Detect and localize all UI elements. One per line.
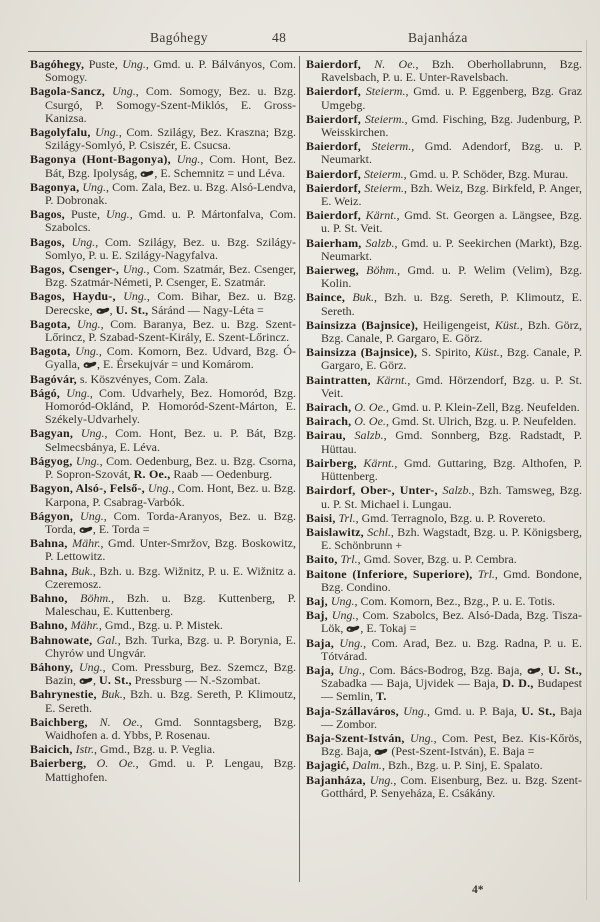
headword: Bágyog, [30, 453, 73, 468]
entry-text: Puste, [64, 207, 107, 222]
entry-text: , Bzh. u. Bzg. Kuttenberg, P. Maleschau, E. Kuttenberg. [45, 590, 296, 619]
entry [30, 688, 296, 714]
headword: Bahno, [30, 618, 68, 633]
entry-text: , Gmd. u. P. Klein-Zell, Bzg. Neufelden. [385, 400, 580, 415]
entry-text: s. Köszvényes, Com. Zala. [76, 371, 209, 386]
entry-text: , E. Érsekujvár = und Komárom. [97, 357, 254, 372]
entry-text: , Com. Udvarhely, Bez. Homoród, Bzg. Homoród-Oklánd, P. Homoród-Szent-Márton, E. Székely-Udvarhely. [45, 385, 296, 427]
posthorn-icon [79, 677, 93, 685]
headword: Bagos, Haydu-, [30, 289, 116, 304]
entry-text: Ung. [70, 344, 99, 359]
entry-text: , Com. Szabolcs, Bez. Alsó-Dada, Bzg. Tisza-Lök, [321, 608, 582, 636]
entry-text: , Gmd. u. P. Eggenberg, Bzg. Graz Umgebg. [321, 84, 583, 112]
headword: Baintratten, [306, 372, 371, 387]
entry [306, 346, 582, 372]
entry-text: Steierm. [361, 111, 405, 126]
entry [306, 759, 582, 772]
entry [306, 264, 582, 290]
headword: Bairach, [306, 414, 352, 429]
entry-text: N. Oe. [361, 57, 416, 71]
entry [306, 415, 582, 428]
entry-text: Salzb. [437, 483, 472, 498]
entry-text: Steierm. [361, 180, 404, 195]
entry-text: Mähr. [67, 536, 101, 551]
entry-text: , Gmd. Terragnolo, Bzg. u. P. Rovereto. [355, 510, 546, 525]
headword: Bagota, [30, 316, 71, 331]
entry-text: , Com. Pressburg, Bez. Szemcz, Bzg. Bazin, [45, 659, 296, 688]
headword: U. St., [547, 662, 582, 677]
entry-text: , Com. Komorn, Bez., Bzg., P. u. E. Totis. [354, 593, 556, 608]
entry-text: S. Spirito, [417, 345, 475, 360]
entry-text: Ung. [70, 316, 101, 331]
entry [30, 345, 296, 371]
entry-text: Ung. [115, 289, 147, 304]
entry-text: , Gmd. u. P. Mártonfalva, Com. Szabolcs. [45, 207, 296, 235]
entry-text: , Com. Eisenburg, Bez. u. Bzg. Szent-Gotthárd, P. Senyeháza, E. Csákány. [321, 772, 582, 800]
headword: Baisi, [306, 510, 336, 525]
column-left [30, 58, 296, 801]
headword: Bairdorf, Ober-, Unter-, [306, 483, 438, 498]
entry-text: Böhm. [67, 590, 112, 605]
entry-text: , Bzh. u. Bzg. Sereth, P. Klimoutz, E. Sereth. [45, 687, 296, 715]
entry-text: Ung. [404, 730, 434, 745]
entry-text: Ung. [60, 385, 90, 400]
entry-text: , Gmd. Sonntagsberg, Bzg. Waidhofen a. d. Ybbs, P. Rosenau. [45, 714, 296, 742]
entry [306, 58, 582, 84]
entry [306, 237, 582, 263]
headword: Bahno, [30, 590, 68, 605]
headword: Bairau, [306, 428, 346, 443]
entry [30, 510, 296, 536]
entry-text: , Bzh. Oberhollabrunn, Bzg. Ravelsbach, P. u. E. Unter-Ravelsbach. [321, 57, 583, 85]
headword: Baitone (Inferiore, Superiore), [306, 566, 473, 581]
entry-text: N. Oe. [87, 714, 140, 729]
entry-text: Ung. [398, 703, 427, 718]
headword: Bagolyfalu, [30, 125, 91, 140]
page-number: 48 [272, 30, 287, 45]
headword: Baierham, [306, 235, 362, 250]
entry-text: , Bzh. Tamsweg, Bzg. u. P. St. Michael i. Lungau. [321, 483, 582, 511]
headword: Bairach, [306, 400, 352, 415]
entry-text: Ung. [122, 57, 146, 71]
entry-text: , Com. Hont, Bez. u. Bzg. Karpona, P. Csabrag-Varbók. [45, 481, 296, 509]
headword: Baj, [306, 608, 328, 623]
entry [306, 113, 582, 139]
entry-text: Buk. [67, 563, 93, 578]
posthorn-icon [96, 307, 110, 315]
entry [30, 58, 296, 84]
running-head-left: Bagóhegy [150, 30, 208, 45]
entry [306, 774, 582, 800]
headword: Bagyon, Alsó-, Felső-, [30, 481, 145, 496]
entry-text: , Com. Pest, Bez. Kis-Kőrös, Bzg. Baja, [321, 730, 582, 759]
entry [306, 484, 582, 510]
entry [30, 661, 296, 687]
entry-text: Istr. [72, 742, 94, 757]
headword: Baierdorf, [306, 180, 361, 195]
entry-text: Mähr. [67, 618, 99, 633]
posthorn-icon [140, 170, 154, 178]
entry [30, 85, 296, 125]
headword: Bagonya (Hont-Bagonya), [30, 152, 171, 167]
entry-text: , Gmd. u. P. Welim (Velim), Bzg. Kolin. [321, 263, 582, 291]
headword: Baierdorf, [306, 111, 361, 126]
entry [30, 427, 296, 453]
entry-text: , [93, 673, 99, 688]
entry [306, 595, 582, 608]
entry-text: , Gmd. St. Ulrich, Bzg. u. P. Neufelden. [385, 414, 577, 429]
entry-text: , Gmd. Sonnberg, Bzg. Radstadt, P. Hüttau. [321, 428, 582, 456]
headword: Baierberg, [30, 756, 87, 771]
entry-text: Ung. [365, 772, 394, 787]
headword: Bagóhegy, [30, 57, 85, 71]
entry-text: Ung. [90, 125, 119, 140]
entry-text: , Com. Oedenburg, Bez. u. Bzg. Csorna, P. Sopron-Szovát, [45, 453, 296, 482]
headword: Bahrynestie, [30, 687, 97, 702]
entry-text: , Bzh. Görz, Bzg. Canale, P. Gargaro, E. Görz. [321, 317, 582, 346]
header-rule [28, 51, 582, 52]
entry [306, 732, 582, 758]
headword: Bágyon, [30, 508, 74, 523]
headword: Bahna, [30, 536, 68, 551]
entry [30, 290, 296, 316]
entry-text: , Com. Baranya, Bez. u. Bzg. Szent-Lőrincz, P. Szabad-Szent-Király, E. Szent-Lőrincz. [45, 316, 296, 345]
headword: Bajanháza, [306, 772, 366, 787]
entry-text: , Com. Zala, Bez. u. Bzg. Alsó-Lendva, P. Dobronak. [45, 179, 296, 208]
entry-text: , Gmd. Adendorf, Bzg. u. P. Neumarkt. [321, 139, 583, 167]
headword: Bainsizza (Bajnsice), [306, 317, 419, 332]
entry [306, 209, 582, 235]
entry [30, 482, 296, 508]
entry-text: Schl. [363, 524, 391, 539]
entry [30, 181, 296, 207]
entry [306, 457, 582, 483]
headword: Bainsizza (Bajnsice), [306, 345, 418, 360]
entry-text: Ung. [327, 608, 356, 623]
entry-text: Böhm. [358, 263, 398, 278]
entry [30, 387, 296, 427]
entry-text: (Pest-Szent-István), E. Baja = [388, 744, 535, 759]
entry-text: , Com. Szilágy, Bez. Kraszna; Bzg. Szilágy-Somlyó, P. Csiszér, E. Csucsa. [45, 125, 296, 153]
entry-text: Baja — Zombor. [321, 703, 582, 731]
entry [306, 319, 582, 345]
page-edge-shadow [586, 40, 587, 900]
entry [30, 634, 296, 660]
entry-text: Steierm. [361, 166, 404, 181]
headword: Bahna, [30, 563, 68, 578]
entry-text: , Gmd., Bzg. u. P. Veglia. [93, 742, 216, 757]
entry-text: Sáránd — Nagy-Léta = [148, 302, 264, 317]
entry [30, 208, 296, 234]
signature-mark: 4* [472, 884, 484, 896]
entry-text: Küst. [474, 345, 500, 360]
entry-text: Ung. [104, 84, 136, 99]
headword: U. St., [115, 302, 149, 317]
text-columns [30, 58, 582, 801]
entry-text: Kärnt. [370, 372, 408, 387]
entry-text: Pressburg — N.-Szombat. [131, 673, 261, 688]
headword: Bagóvár, [30, 371, 77, 386]
entry-text: , Bzh. Turka, Bzg. u. P. Borynia, E. Chyrów und Ungvár. [45, 632, 297, 660]
entry [306, 568, 582, 594]
headword: Baito, [306, 552, 338, 567]
entry-text: Ung. [119, 262, 147, 277]
entry-text: Steierm. [361, 139, 412, 154]
entry-text: Dalm. [349, 758, 382, 773]
entry [306, 553, 582, 566]
entry-text: Salzb. [345, 428, 384, 443]
headword: Bagos, Csenger-, [30, 262, 120, 277]
headword: T. [376, 689, 387, 704]
entry-text: , Com. Arad, Bez. u. Bzg. Radna, P. u. E. Tótvárad. [321, 635, 582, 663]
headword: Baierdorf, [306, 84, 361, 99]
entry-text: , Bzh. Weiz, Bzg. Birkfeld, P. Anger, E. Weiz. [321, 180, 582, 209]
headword: Bajagić, [306, 758, 350, 773]
entry-text: , Com. Szilágy, Bez. u. Bzg. Szilágy-Somlyo, P. u. E. Szilágy-Nagyfalva. [45, 234, 296, 262]
entry-text: , Com. Bács-Bodrog, Bzg. Baja, [362, 662, 527, 677]
running-head-right: Bajanháza [408, 30, 468, 45]
entry-text: Salzb. [361, 235, 395, 250]
entry-text: Buk. [96, 687, 123, 702]
entry-text: Puste, [84, 57, 123, 71]
entry-text: Kärnt. [361, 208, 397, 223]
entry-text: , E. Torda = [92, 521, 150, 536]
entry-text: , Com. Bihar, Bez. u. Bzg. Derecske, [45, 289, 297, 317]
entry [30, 743, 296, 756]
entry-text: Ung. [72, 453, 100, 468]
entry-text: Trl. [337, 552, 358, 567]
headword: Baierdorf, [306, 139, 361, 154]
entry [306, 637, 582, 663]
entry [30, 592, 296, 618]
entry-text: , Bzh. Wagstadt, Bzg. u. P. Königsberg, E. Schönbrunn + [321, 524, 582, 553]
entry-text: Ung. [144, 481, 172, 496]
headword: R. Oe., [133, 467, 171, 482]
entry-text: Ung. [170, 152, 201, 167]
entry-text: Ung. [79, 179, 107, 194]
entry-text: , Bzh. u. Bzg. Sereth, P. Klimoutz, E. Sereth. [321, 290, 582, 318]
headword: Baince, [306, 290, 346, 305]
entry [306, 664, 582, 704]
headword: D. D., [502, 676, 534, 691]
entry-text: , [109, 302, 116, 317]
entry [30, 757, 296, 783]
posthorn-icon [346, 625, 360, 633]
entry [306, 85, 582, 111]
entry-text: O. Oe. [351, 414, 386, 429]
entry-text: Buk. [345, 290, 374, 305]
entry-text: Ung. [327, 593, 355, 608]
headword: Baj, [306, 593, 328, 608]
entry-text: , [540, 662, 548, 677]
entry-text: Ung. [73, 659, 103, 674]
entry-text: , Gmd. St. Georgen a. Längsee, Bzg. u. P. St. Veit. [321, 208, 582, 236]
entry-text: , Gmd. u. P. Bálványos, Com. Somogy. [45, 57, 296, 85]
headword: Baja-Szent-István, [306, 730, 405, 745]
headword: Bagonya, [30, 179, 80, 194]
entry-text: Ung. [106, 207, 130, 222]
entry [306, 512, 582, 525]
entry [306, 705, 582, 731]
posthorn-icon [83, 361, 97, 369]
entry-text: , Com. Szatmár, Bez. Csenger, Bzg. Szatmár-Németi, P. Csenger, E. Szatmár. [45, 262, 296, 290]
headword: Bairberg, [306, 455, 357, 470]
entry-text: , Bzh., Bzg. u. P. Sinj, E. Spalato. [381, 758, 543, 773]
entry-text: Ung. [73, 426, 105, 441]
headword: Bagos, [30, 234, 65, 249]
entry-text: Ung. [64, 234, 96, 249]
entry [30, 126, 296, 152]
posthorn-icon [527, 667, 541, 675]
entry-text: , Com. Somogy, Bez. u. Bzg. Csurgó, P. Somogy-Szent-Miklós, E. Gross-Kanizsa. [45, 84, 296, 125]
entry-text: Trl. [335, 510, 356, 525]
headword: Baislawitz, [306, 524, 364, 539]
entry-text: , Gmd. Bondone, Bzg. Condino. [321, 566, 582, 594]
entry-text: Steierm. [361, 84, 406, 99]
posthorn-icon [79, 526, 93, 534]
entry [306, 140, 582, 166]
headword: Baichberg, [30, 714, 88, 729]
entry [30, 263, 296, 289]
headword: Baja, [306, 635, 334, 650]
entry [30, 236, 296, 262]
entry-text: , Gmd. Fisching, Bzg. Judenburg, P. Weisskirchen. [321, 111, 583, 140]
entry-text: O. Oe. [86, 756, 136, 771]
entry-text: Trl. [472, 566, 495, 581]
entry-text: , Bzh. u. Bzg. Wižnitz, P. u. E. Wižnitz a. Czeremosz. [45, 563, 296, 591]
entry-text: , Gmd. u. P. Schöder, Bzg. Murau. [403, 166, 569, 181]
entry [30, 373, 296, 386]
headword: U. St., [521, 703, 556, 718]
headword: Bagyan, [30, 426, 74, 441]
entry [30, 537, 296, 563]
entry-text: , Gmd. u. P. Lengau, Bzg. Mattighofen. [45, 756, 296, 784]
entry [306, 401, 582, 414]
headword: Baja, [306, 662, 334, 677]
entry-text: Kärnt. [356, 455, 395, 470]
entry [306, 291, 582, 317]
entry [30, 455, 296, 481]
entry [30, 153, 296, 179]
entry [30, 716, 296, 742]
entry-text: Budapest — Semlin, [321, 676, 582, 704]
entry-text: , Gmd. u. P. Baja, [426, 703, 522, 718]
entry-text: Küst. [494, 317, 520, 332]
entry [306, 182, 582, 208]
posthorn-icon [374, 748, 388, 756]
entry-text: , Gmd. Hörzendorf, Bzg. u. P. St. Veit. [321, 372, 582, 400]
entry-text: Ung. [73, 508, 104, 523]
entry-text: O. Oe. [351, 400, 386, 415]
headword: Bágó, [30, 385, 61, 400]
entry [306, 609, 582, 635]
headword: Báhony, [30, 659, 74, 674]
headword: Baja-Szállaváros, [306, 703, 399, 718]
headword: Bagola-Sancz, [30, 84, 105, 99]
headword: U. St., [99, 673, 132, 688]
entry-text: , Gmd. Unter-Smržov, Bzg. Boskowitz, P. Lettowitz. [45, 536, 296, 564]
entry [30, 318, 296, 344]
running-header [0, 0, 600, 56]
entry-text: , Com. Komorn, Bez. Udvard, Bzg. Ó-Gyalla, [45, 344, 296, 372]
entry-text: , Com. Hont, Bez. Bát, Bzg. Ipolyság, [45, 152, 296, 180]
entry-text: , Gmd. u. P. Seekirchen (Markt), Bzg. Neumarkt. [321, 235, 582, 263]
column-divider-rule [299, 56, 300, 882]
headword: Baierdorf, [306, 208, 361, 223]
entry [306, 374, 582, 400]
entry-text: , Gmd. Guttaring, Bzg. Althofen, P. Hüttenberg. [321, 455, 582, 484]
entry-text: , Com. Hont, Bez. u. P. Bát, Bzg. Selmecsbánya, E. Léva. [45, 426, 296, 454]
column-right [306, 58, 582, 801]
entry-text: , Gmd. Sover, Bzg. u. P. Cembra. [357, 552, 517, 567]
entry-text: , Com. Torda-Aranyos, Bez. u. Bzg. Torda, [45, 508, 297, 536]
entry-text: Gal. [92, 632, 118, 647]
entry-text: Ung. [334, 635, 364, 650]
headword: Baierdorf, [306, 57, 361, 71]
entry-text: Szabadka — Baja, Ujvidek — Baja, [321, 676, 503, 691]
entry [306, 168, 582, 181]
entry-text: , Gmd., Bzg. u. P. Mistek. [98, 618, 223, 633]
entry [30, 565, 296, 591]
entry-text: Raab — Oedenburg. [170, 467, 273, 482]
entry-text: Heiligengeist, [418, 317, 495, 332]
entry [306, 526, 582, 552]
entry-text: , E. Tokaj = [360, 621, 417, 636]
headword: Baierweg, [306, 263, 359, 278]
entry [306, 429, 582, 455]
headword: Baierdorf, [306, 166, 361, 181]
headword: Bagota, [30, 344, 71, 359]
entry-text: Ung. [334, 662, 362, 677]
headword: Bahnowate, [30, 632, 93, 647]
headword: Baicich, [30, 742, 73, 757]
entry-text: , E. Schemnitz = und Léva. [154, 165, 286, 180]
headword: Bagos, [30, 207, 65, 222]
entry [30, 619, 296, 632]
entry-text: , Bzg. Canale, P. Gargaro, E. Görz. [321, 345, 582, 373]
